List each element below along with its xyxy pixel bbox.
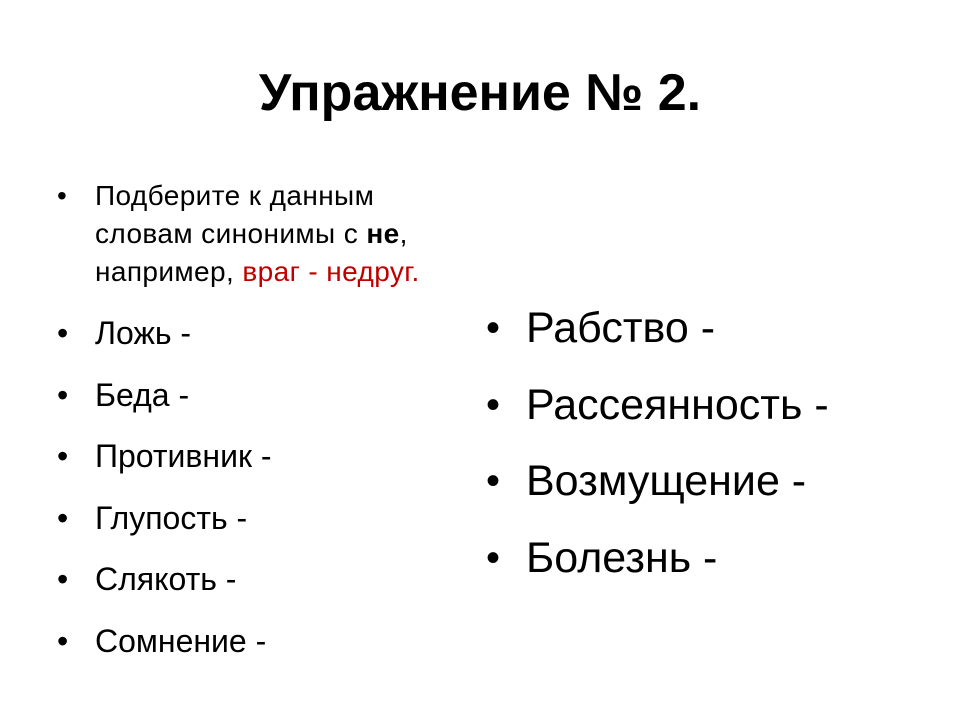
instruction-text: Подберите к данным словам синонимы с: [95, 180, 375, 249]
word-item: • Глупость -: [95, 498, 465, 538]
slide-title: Упражнение № 2.: [258, 64, 702, 122]
word-item: • Рабство -: [526, 300, 946, 356]
instruction-bold-word: не: [366, 218, 400, 249]
word-item: • Ложь -: [95, 313, 465, 353]
instruction-item: [95, 177, 465, 291]
word-item: • Слякоть -: [95, 559, 465, 599]
word-item: • Сомнение -: [95, 621, 465, 661]
word-item: • Беда -: [95, 375, 465, 415]
word-item: • Возмущение -: [526, 453, 946, 509]
right-word-list: [526, 300, 946, 606]
instruction-text-continued: , например,: [95, 218, 408, 287]
left-word-list: [95, 177, 465, 682]
word-item: • Болезнь -: [526, 530, 946, 586]
instruction-example: враг - недруг.: [242, 256, 420, 287]
word-item: • Противник -: [95, 436, 465, 476]
word-item: • Рассеянность -: [526, 377, 946, 433]
